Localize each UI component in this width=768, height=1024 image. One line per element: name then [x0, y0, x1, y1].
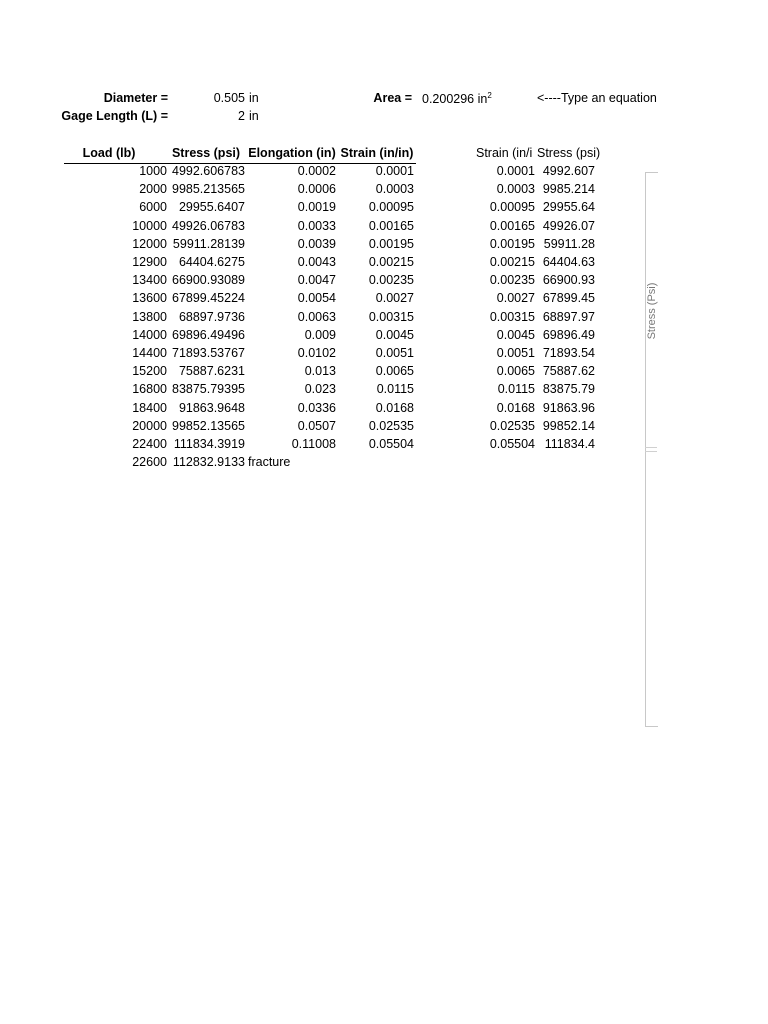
table-cell: 0.0027	[375, 291, 414, 306]
table-cell: 20000	[132, 418, 167, 433]
table2-cell: 83875.79	[542, 382, 595, 397]
table2-cell: 0.0045	[496, 327, 535, 342]
table-cell: 0.0019	[297, 200, 336, 215]
table-cell: 0.00165	[368, 218, 414, 233]
table-cell: 4992.606783	[172, 164, 245, 178]
table-cell: 0.05504	[368, 437, 414, 451]
table2-cell: 111834.4	[544, 437, 595, 451]
table-cell: 29955.6407	[178, 200, 245, 215]
table-cell: 14400	[132, 346, 167, 360]
table-cell: 69896.49496	[172, 327, 245, 342]
table2-cell: 0.0001	[496, 164, 535, 178]
table-cell: 14000	[132, 327, 167, 342]
table-cell: 18400	[132, 400, 167, 415]
table-cell: 0.0039	[297, 236, 336, 251]
table2-cell: 0.00315	[489, 309, 535, 324]
table-cell: 0.00315	[368, 309, 414, 324]
table-cell: 0.0051	[375, 346, 414, 360]
table-cell: 0.00235	[368, 273, 414, 288]
table-cell: 68897.9736	[178, 309, 245, 324]
table2-cell: 4992.607	[542, 164, 595, 178]
table2-cell: 0.0115	[497, 382, 535, 397]
area-value: 0.200296 $in^2$	[422, 91, 492, 107]
table-cell: 13800	[132, 309, 167, 324]
table-cell: 12000	[132, 236, 167, 251]
table-cell: 112832.9133	[172, 455, 245, 470]
table-cell: 22400	[132, 437, 167, 451]
table-cell: 0.0507	[297, 418, 336, 433]
table2-cell: 69896.49	[542, 327, 595, 342]
table2-cell: 0.0027	[496, 291, 535, 306]
table2-header-cell: Strain (in/i	[476, 146, 533, 160]
table2-cell: 0.05504	[489, 437, 535, 451]
table2-cell: 67899.45	[542, 291, 595, 306]
table2-cell: 0.00195	[489, 236, 535, 251]
table-cell: 0.023	[304, 382, 336, 397]
table2-cell: 0.02535	[489, 418, 535, 433]
table-cell: 71893.53767	[172, 346, 245, 360]
table-cell: 0.0063	[297, 309, 336, 324]
table-cell: fracture	[248, 455, 291, 470]
table-cell: 0.00095	[368, 200, 414, 215]
table-cell: 0.009	[304, 327, 336, 342]
gage-length-label: Gage Length (L) =	[61, 109, 168, 123]
table-cell: 2000	[139, 182, 167, 197]
table-cell: 13400	[132, 273, 167, 288]
area-label: Area =	[373, 91, 412, 105]
table-header-cell: Load (lb)	[82, 146, 136, 160]
table2-cell: 64404.63	[542, 255, 595, 269]
table-cell: 64404.6275	[178, 255, 245, 269]
table-cell: 59911.28139	[172, 236, 245, 251]
gage-length-value: 2	[238, 109, 245, 123]
table2-cell: 99852.14	[542, 418, 595, 433]
diameter-unit: in	[249, 91, 259, 105]
table-cell: 0.0033	[297, 218, 336, 233]
table-cell: 12900	[132, 255, 167, 269]
table-header-cell: Elongation (in)	[248, 146, 336, 160]
table-cell: 0.0047	[297, 273, 336, 288]
table-cell: 9985.213565	[172, 182, 245, 197]
table-cell: 6000	[139, 200, 167, 215]
table-cell: 0.0065	[375, 364, 414, 379]
table-cell: 0.0102	[297, 346, 336, 360]
chart-axis-break	[645, 447, 657, 452]
table-cell: 22600	[132, 455, 167, 470]
table2-cell: 71893.54	[542, 346, 595, 360]
table2-cell: 49926.07	[542, 218, 595, 233]
table-cell: 0.0045	[375, 327, 414, 342]
table2-cell: 0.00215	[489, 255, 535, 269]
table-cell: 91863.9648	[178, 400, 245, 415]
table-cell: 0.0168	[375, 400, 414, 415]
table-cell: 16800	[132, 382, 167, 397]
table2-cell: 0.00095	[489, 200, 535, 215]
diameter-label: Diameter =	[103, 91, 168, 105]
table2-header-cell: Stress (psi)	[537, 146, 601, 160]
table2-cell: 29955.64	[542, 200, 595, 215]
table2-cell: 75887.62	[542, 364, 595, 379]
table-cell: 0.11008	[291, 437, 336, 451]
table-header-cell: Stress (psi)	[171, 146, 241, 160]
table2-cell: 66900.93	[542, 273, 595, 288]
table-cell: 99852.13565	[172, 418, 245, 433]
table2-cell: 91863.96	[542, 400, 595, 415]
table-cell: 10000	[132, 218, 167, 233]
table2-cell: 0.0168	[496, 400, 535, 415]
table-cell: 0.0043	[297, 255, 336, 269]
table-cell: 0.0336	[297, 400, 336, 415]
table2-cell: 0.00235	[489, 273, 535, 288]
table-cell: 49926.06783	[172, 218, 245, 233]
table-cell: 0.0054	[297, 291, 336, 306]
equation-note: <----Type an equation	[537, 91, 657, 105]
table-cell: 0.0006	[297, 182, 336, 197]
table-cell: 83875.79395	[172, 382, 245, 397]
header-underline	[64, 163, 416, 164]
table-cell: 66900.93089	[172, 273, 245, 288]
table2-cell: 0.0065	[496, 364, 535, 379]
chart-y-axis-label: Stress (Psi)	[646, 282, 658, 340]
table-cell: 0.013	[304, 364, 336, 379]
table-cell: 75887.6231	[178, 364, 245, 379]
table2-cell: 68897.97	[542, 309, 595, 324]
table-cell: 67899.45224	[172, 291, 245, 306]
table-header-cell: Strain (in/in)	[340, 146, 414, 160]
table-cell: 0.0001	[375, 164, 414, 178]
table-cell: 0.0002	[297, 164, 336, 178]
table-cell: 0.02535	[368, 418, 414, 433]
table2-cell: 59911.28	[543, 236, 595, 251]
table-cell: 0.0115	[376, 382, 414, 397]
gage-length-unit: in	[249, 109, 259, 123]
table2-cell: 0.0051	[496, 346, 535, 360]
table-cell: 0.0003	[375, 182, 414, 197]
table-cell: 1000	[139, 164, 167, 178]
table2-cell: 0.0003	[496, 182, 535, 197]
table-cell: 0.00195	[368, 236, 414, 251]
table-cell: 15200	[132, 364, 167, 379]
table2-cell: 9985.214	[542, 182, 595, 197]
table-cell: 13600	[132, 291, 167, 306]
table-cell: 111834.3919	[173, 437, 245, 451]
table-cell: 0.00215	[368, 255, 414, 269]
diameter-value: 0.505	[213, 91, 245, 105]
table2-cell: 0.00165	[489, 218, 535, 233]
